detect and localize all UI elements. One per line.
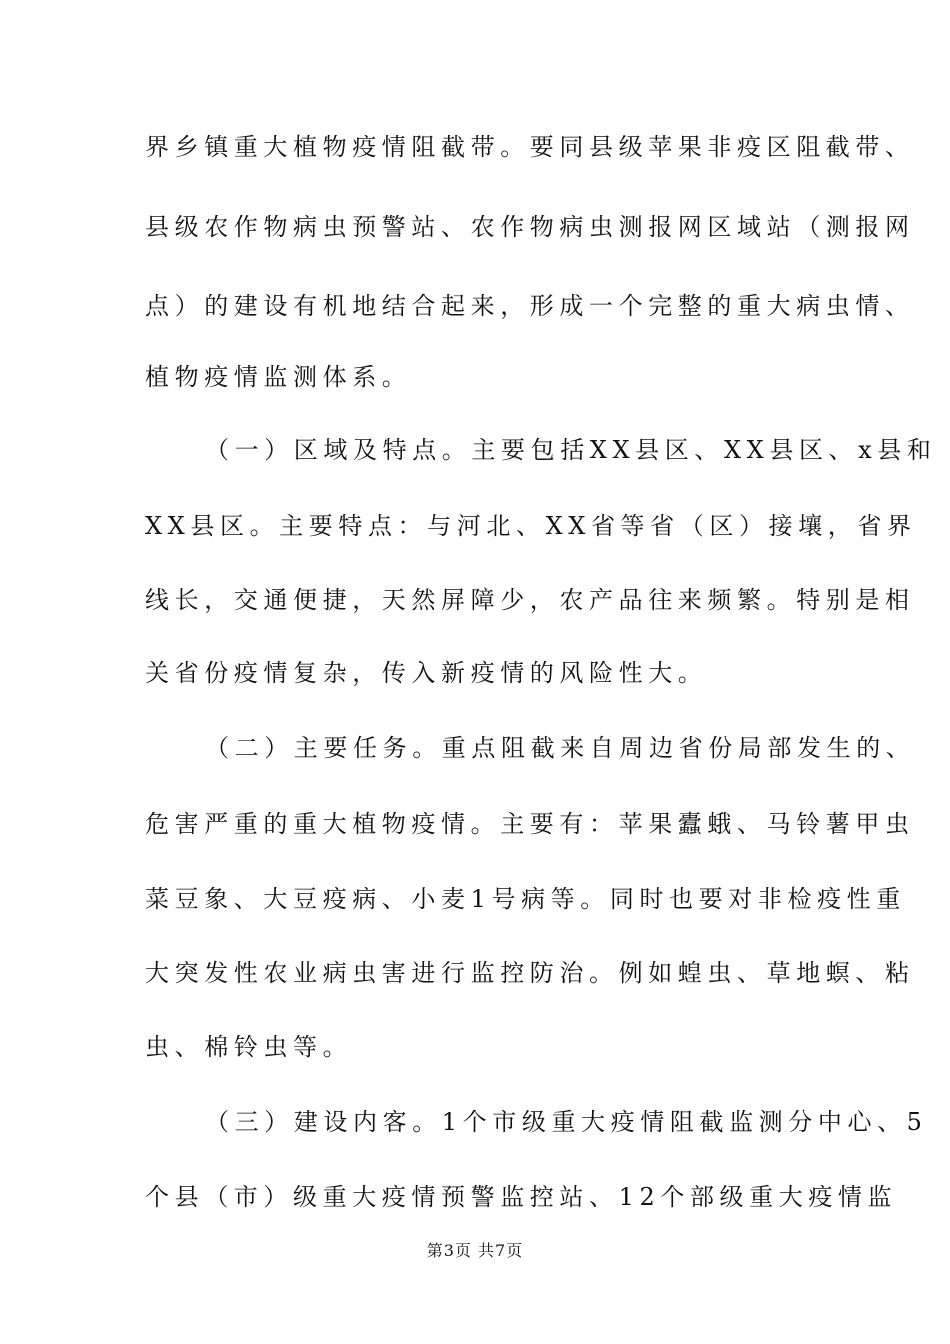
body-text-line: 大突发性农业病虫害进行监控防治。例如蝗虫、草地螟、粘 [145,959,915,987]
body-text-line: 虫、棉铃虫等。 [145,1033,353,1061]
page-number-footer: 第3页 共7页 [426,1241,524,1260]
body-text-line: 植物疫情监测体系。 [145,363,412,391]
body-text-line: 线长，交通便捷，天然屏障少，农产品往来频繁。特别是相 [145,586,915,614]
body-text-line: 个县（市）级重大疫情预警监控站、12个部级重大疫情监 [145,1183,898,1211]
body-text-line: 关省份疫情复杂，传入新疫情的风险性大。 [145,659,708,687]
body-text-line: 界乡镇重大植物疫情阻截带。要同县级苹果非疫区阻截带、 [145,133,915,161]
section-two-heading-line: （二）主要任务。重点阻截来自周边省份局部发生的、 [205,734,916,762]
body-text-line: 县级农作物病虫预警站、农作物病虫测报网区域站（测报网 [145,213,915,241]
body-text-line: XX县区。主要特点：与河北、XX省等省（区）接壤，省界 [145,512,917,540]
body-text-line: 菜豆象、大豆疫病、小麦1号病等。同时也要对非检疫性重 [145,885,906,913]
section-one-heading-line: （一）区域及特点。主要包括XX县区、XX县区、x县和 [205,436,937,464]
section-three-heading-line: （三）建设内客。1个市级重大疫情阻截监测分中心、5 [205,1108,928,1136]
body-text-line: 点）的建设有机地结合起来，形成一个完整的重大病虫情、 [145,292,915,320]
body-text-line: 危害严重的重大植物疫情。主要有：苹果蠹蛾、马铃薯甲虫 [145,810,915,838]
